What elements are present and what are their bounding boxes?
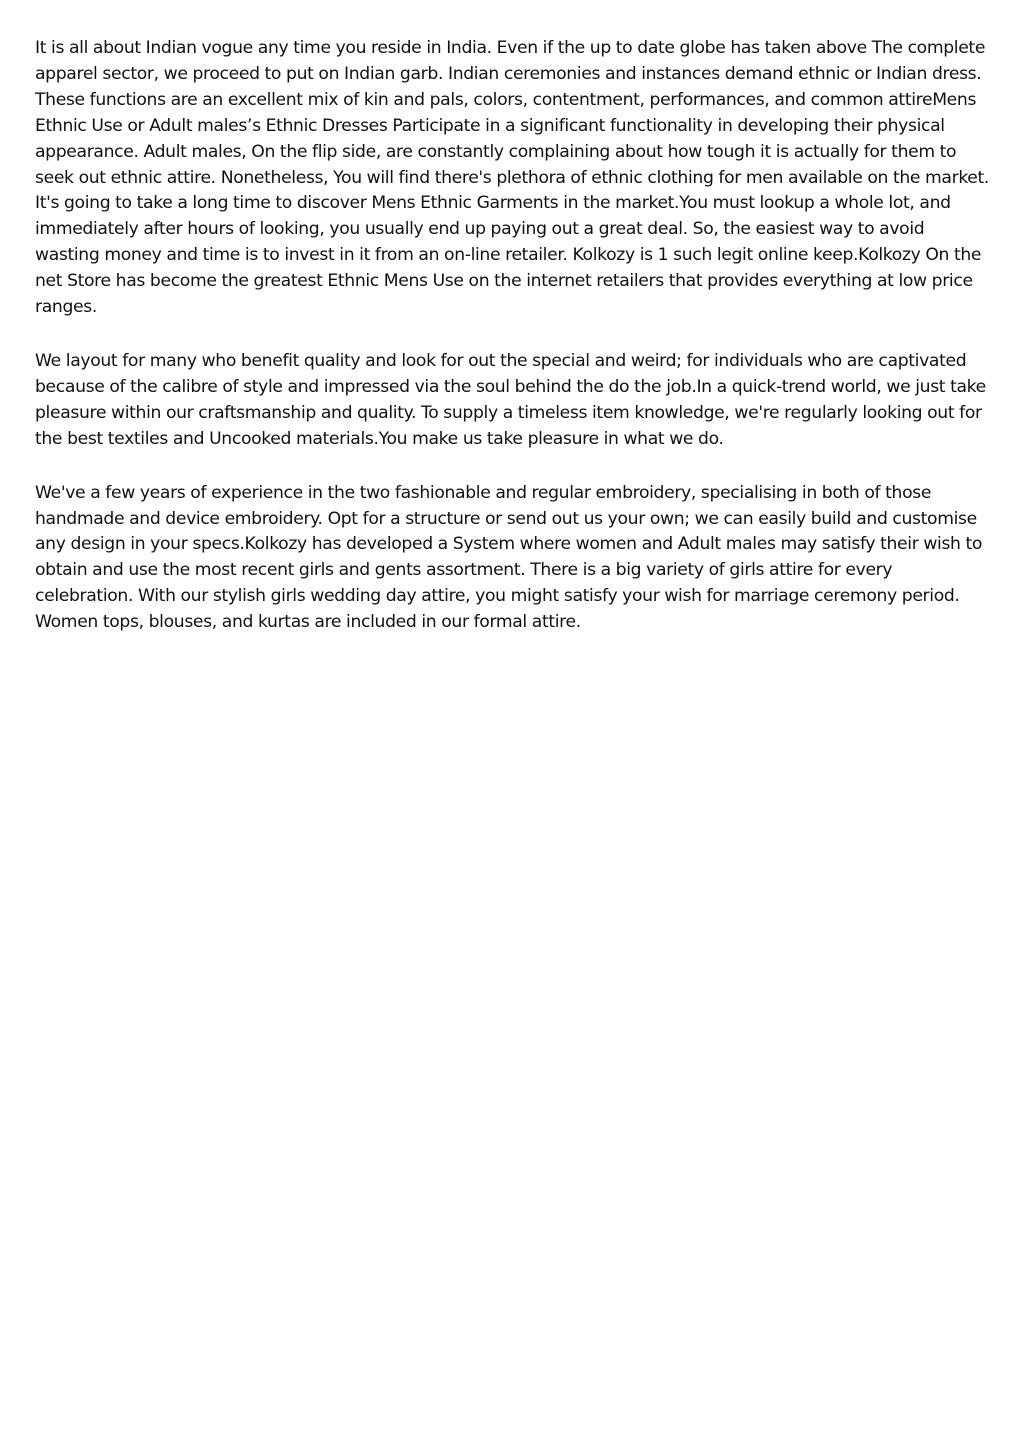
document-body xyxy=(35,36,990,664)
paragraph-3: We've a few years of experience in the two fashionable and regular embroidery, specialising in both of those handmade and device embroidery. Opt for a structure or send out us your own; we can easily build and customise any design in your specs.Kolkozy has developed a System where women and Adult males may satisfy their wish to obtain and use the most recent girls and gents assortment. There is a big variety of girls attire for every celebration. With our stylish girls wedding day attire, you might satisfy your wish for marriage ceremony period. Women tops, blouses, and kurtas are included in our formal attire. xyxy=(35,482,983,633)
paragraph-1: It is all about Indian vogue any time you reside in India. Even if the up to date globe has taken above The complete apparel sector, we proceed to put on Indian garb. Indian ceremonies and instances demand ethnic or Indian dress. These functions are an excellent mix of kin and pals, colors, contentment, performances, and common attireMens Ethnic Use or Adult males’s Ethnic Dresses Participate in a significant functionality in developing their physical appearance. Adult males, On the flip side, are constantly complaining about how tough it is actually for them to seek out ethnic attire. Nonetheless, You will find there's plethora of ethnic clothing for men available on the market. It's going to take a long time to discover Mens Ethnic Garments in the market.You must lookup a whole lot, and immediately after hours of looking, you usually end up paying out a great deal. So, the easiest way to avoid wasting money and time is to invest in it from an on-line retailer. Kolkozy is 1 such legit online keep.Kolkozy On the net Store has become the greatest Ethnic Mens Use on the internet retailers that provides everything at low price ranges. xyxy=(35,38,990,318)
paragraph-2: We layout for many who benefit quality and look for out the special and weird; for individuals who are captivated because of the calibre of style and impressed via the soul behind the do the job.In a quick-trend world, we just take pleasure within our craftsmanship and quality. To supply a timeless item knowledge, we're regularly looking out for the best textiles and Uncooked materials.You make us take pleasure in what we do. xyxy=(35,350,986,449)
